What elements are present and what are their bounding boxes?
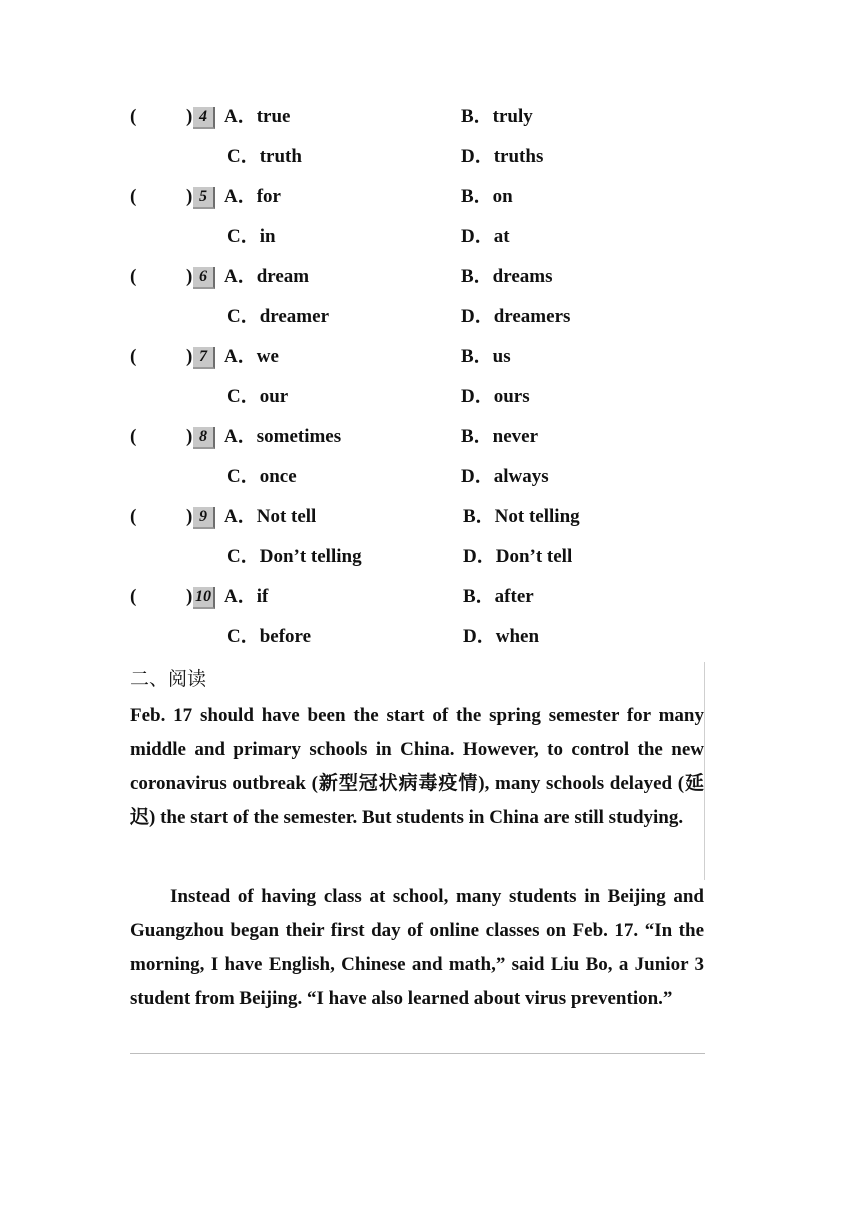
- option-c: C．Don’t telling: [227, 546, 362, 567]
- question-10: [0, 585, 860, 647]
- option-d: D．Don’t tell: [463, 546, 573, 567]
- option-b: B．after: [463, 586, 534, 607]
- option-b: B．dreams: [461, 266, 553, 287]
- question-number: 5: [193, 187, 215, 209]
- question-number: 4: [193, 107, 215, 129]
- option-a: A．Not tell: [224, 506, 317, 527]
- option-a: A．if: [224, 586, 269, 607]
- answer-paren-close: ): [186, 346, 193, 367]
- option-a: A．for: [224, 186, 281, 207]
- question-4: [0, 105, 860, 167]
- option-c: C．once: [227, 466, 297, 487]
- answer-paren-open: (: [130, 346, 137, 367]
- option-b: B．on: [461, 186, 513, 207]
- option-b: B．never: [461, 426, 539, 447]
- answer-paren-close: ): [186, 506, 193, 527]
- answer-paren-close: ): [186, 266, 193, 287]
- passage-paragraph-1: Feb. 17 should have been the start of the spring semester for many middle and primary schools in China. However, to control the new coronavirus outbreak (新型冠状病毒疫情), many schools delayed (延迟) the start of the semester. But students in China are still studying.: [130, 705, 704, 828]
- option-c: C．in: [227, 226, 276, 247]
- option-c: C．our: [227, 386, 289, 407]
- option-d: D．always: [461, 466, 549, 487]
- option-a: A．sometimes: [224, 426, 342, 447]
- option-d: D．truths: [461, 146, 544, 167]
- answer-paren-close: ): [186, 586, 193, 607]
- answer-paren-open: (: [130, 266, 137, 287]
- question-number: 7: [193, 347, 215, 369]
- option-d: D．ours: [461, 386, 530, 407]
- passage-paragraph-2: Instead of having class at school, many students in Beijing and Guangzhou began their first day of online classes on Feb. 17. “In the morning, I have English, Chinese and math,” said Liu Bo, a Junior 3 student from Beijing. “I have also learned about virus prevention.”: [130, 886, 704, 1009]
- answer-paren-close: ): [186, 106, 193, 127]
- answer-paren-open: (: [130, 506, 137, 527]
- option-d: D．at: [461, 226, 510, 247]
- option-b: B．truly: [461, 106, 533, 127]
- answer-paren-open: (: [130, 586, 137, 607]
- question-5: [0, 185, 860, 247]
- option-a: A．dream: [224, 266, 310, 287]
- answer-paren-open: (: [130, 426, 137, 447]
- answer-paren-open: (: [130, 186, 137, 207]
- passage-right-border: [704, 662, 705, 880]
- option-c: C．truth: [227, 146, 302, 167]
- question-number: 6: [193, 267, 215, 289]
- passage-bottom-divider: [130, 1053, 705, 1054]
- question-7: [0, 345, 860, 407]
- option-a: A．true: [224, 106, 291, 127]
- question-number: 10: [193, 587, 215, 609]
- question-9: [0, 505, 860, 567]
- option-c: C．dreamer: [227, 306, 330, 327]
- answer-paren-close: ): [186, 426, 193, 447]
- question-8: [0, 425, 860, 487]
- question-6: [0, 265, 860, 327]
- section-title: 二、阅读: [130, 668, 207, 690]
- option-a: A．we: [224, 346, 279, 367]
- option-b: B．Not telling: [463, 506, 580, 527]
- answer-paren-open: (: [130, 106, 137, 127]
- option-c: C．before: [227, 626, 312, 647]
- option-d: D．dreamers: [461, 306, 571, 327]
- answer-paren-close: ): [186, 186, 193, 207]
- option-b: B．us: [461, 346, 511, 367]
- option-d: D．when: [463, 626, 540, 647]
- question-number: 9: [193, 507, 215, 529]
- question-number: 8: [193, 427, 215, 449]
